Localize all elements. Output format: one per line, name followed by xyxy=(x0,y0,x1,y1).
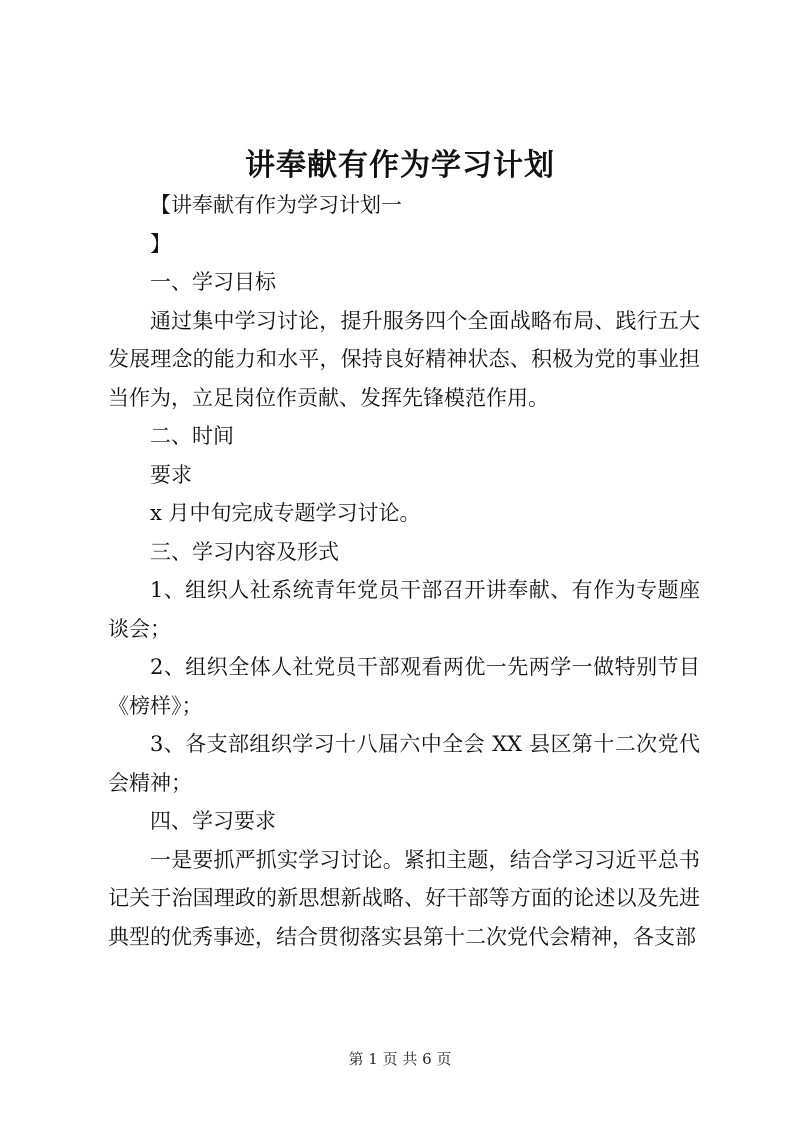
section-heading-requirements: 四、学习要求 xyxy=(150,809,276,833)
document-body xyxy=(108,186,700,956)
paragraph-goals: 通过集中学习讨论，提升服务四个全面战略布局、践行五大发展理念的能力和水平，保持良好精神状态、积极为党的事业担当作为，立足岗位作贡献、发挥先锋模范作用。 xyxy=(108,308,700,410)
section-heading-goals: 一、学习目标 xyxy=(150,270,276,294)
section-heading-time: 二、时间 xyxy=(150,424,234,448)
subtitle-line-2: 】 xyxy=(150,231,171,256)
paragraph-time: x 月中旬完成专题学习讨论。 xyxy=(150,501,421,525)
page-footer xyxy=(0,1048,800,1069)
subtitle-line-1: 【讲奉献有作为学习计划一 xyxy=(150,193,402,217)
list-item-2: 2、组织全体人社党员干部观看两优一先两学一做特别节目《榜样》； xyxy=(108,655,700,718)
paragraph-requirement-label: 要求 xyxy=(150,462,192,487)
list-item-1: 1、组织人社系统青年党员干部召开讲奉献、有作为专题座谈会； xyxy=(108,578,700,641)
page-number-label: 第 1 页 共 6 页 xyxy=(348,1050,452,1068)
section-heading-content: 三、学习内容及形式 xyxy=(150,539,339,564)
list-item-3: 3、各支部组织学习十八届六中全会 XX 县区第十二次党代会精神； xyxy=(108,732,700,795)
document-title: 讲奉献有作为学习计划 xyxy=(245,148,555,183)
paragraph-requirements: 一是要抓严抓实学习讨论。紧扣主题，结合学习习近平总书记关于治国理政的新思想新战略、好干部等方面的论述以及先进典型的优秀事迹，结合贯彻落实县第十二次党代会精神，各支部 xyxy=(108,847,700,949)
